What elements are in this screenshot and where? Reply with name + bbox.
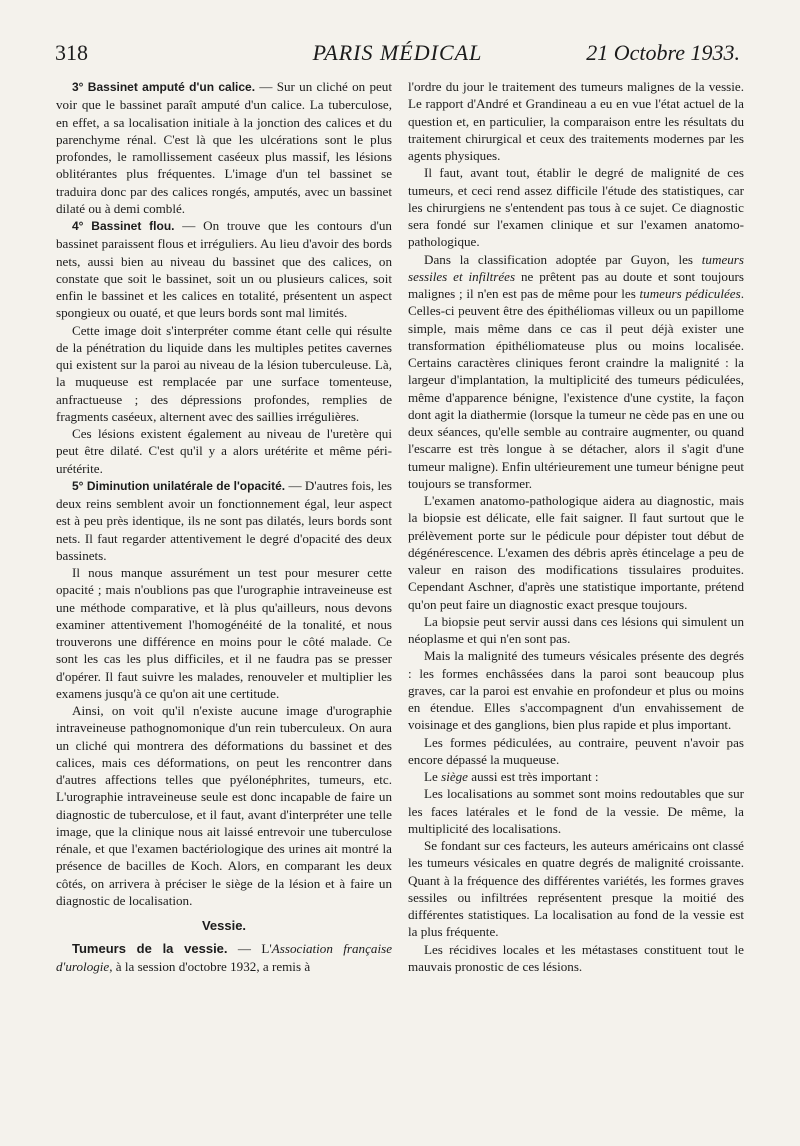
subsection-label: 5° Diminution unilatérale de l'opacité. [72,478,286,493]
paragraph-bassinet-flou: 4° Bassinet flou. — On trouve que les contours d'un bassinet paraissent flous et irréguliers. Au lieu d'avoir des bords nets, aussi bien au niveau du bassinet que des calices, on constate que soit le bassinet, soit un ou plusieurs calices, soit enfin le bassinet et les calices en totalité, présentent un aspect spongieux ou ouaté, et que leurs bords sont mal limités. [56,218,392,321]
paragraph: L'examen anatomo-pathologique aidera au diagnostic, mais la biopsie est délicate, elle fait saigner. Il faut surtout que le prélèvement porte sur le pédicule pour dépister tout début de dégénérescence. L'examen des débris après étincelage a peu de valeur en raison des modifications tissulaires produites. Cependant Aschner, d'après une statistique importante, prétend qu'on peut faire un diagnostic exact presque toujours. [408,493,744,612]
subsection-label: 4° Bassinet flou. [72,219,175,233]
paragraph: Cette image doit s'interpréter comme étant celle qui résulte de la pénétration du liquide dans les multiples petites cavernes qui existent sur la paroi au niveau de la lésion tuberculeuse. Là, la muqueuse est remplacée par une surface tomenteuse, anfractueuse ; des dépressions profondes, remplies de fragments caséeux, alternent avec des saillies irrégulières. [56,322,392,424]
paragraph-siege: Le siège aussi est très important : [424,769,599,784]
left-column [56,78,392,975]
issue-date: 21 Octobre 1933. [586,40,740,65]
paragraph-diminution-opacite: 5° Diminution unilatérale de l'opacité. — D'autres fois, les deux reins semblent avoir un fonctionnement égal, leur aspect est à peu près identique, ils ne sont pas dilatés, leurs bords sont nets. Il faut regarder attentivement le degré d'opacité des deux bassinets. [56,477,392,563]
run-in-heading: Tumeurs de la vessie. [72,941,228,957]
right-column [408,78,744,975]
paragraph-tumeurs-vessie: Tumeurs de la vessie. — L'Association française d'urologie, à la session d'octobre 1932, a remis à [56,941,393,974]
paragraph: Il faut, avant tout, établir le degré de malignité de ces tumeurs, et ceci rend assez difficile l'étude des statistiques, car les chirurgiens ne s'entendent pas tous à ce sujet. Ce diagnostic sera fondé sur l'examen clinique et sur l'examen anatomo-pathologique. [408,165,744,250]
running-header [55,40,740,74]
paragraph: Les localisations au sommet sont moins redoutables que sur les faces latérales et le fond de la vessie. De même, la multiplicité des localisations. [408,786,744,836]
journal-title: PARIS MÉDICAL [312,40,483,65]
paragraph: Ces lésions existent également au niveau de l'uretère qui peut être dilaté. C'est qu'il y a alors urétérite et même péri-urétérite. [56,426,392,476]
paragraph: La biopsie peut servir aussi dans ces lésions qui simulent un néoplasme et qui n'en sont pas. [408,613,744,646]
page-number: 318 [55,40,88,65]
section-title-vessie: Vessie. [201,918,247,933]
paragraph: Il nous manque assurément un test pour mesurer cette opacité ; mais n'oublions pas que l'urographie intraveineuse est une méthode comparative, et là plus qu'ailleurs, nous devons examiner attentivement l'homogénéité de la tonalité, et nous trouverons une différence en moins pour le côté malade. Ce sont les cas les plus difficiles, et il ne faudra pas se presser d'opérer. Il faut suivre les malades, renouveler et multiplier les examens jusqu'à ce qu'on ait une certitude. [56,565,392,701]
paragraph-classification: Dans la classification adoptée par Guyon, les tumeurs sessiles et infiltrées ne prêtent pas au doute et sont toujours malignes ; il n'en est pas de même pour les tumeurs pédiculées. Celles-ci peuvent être des épithéliomas villeux ou un papillome simple, mais même dans ce cas il peut déjà exister une transformation épithéliomateuse plus ou moins localisée. Certains caractères cliniques feront craindre la malignité : la largeur d'implantation, la multiplicité des tumeurs pédiculées, même d'apparence bénigne, l'existence d'une cystite, la façon dont agit la diathermie (lorsque la tumeur ne cède pas en une ou deux séances, qu'elle semble au contraire augmenter, ou quand l'escarre est très longue à se détacher, alors il s'agit d'une tumeur maligne). Enfin ultérieurement une tumeur bénigne peut toujours se transformer. [408,251,744,491]
paragraph-bassinet-ampute: 3° Bassinet amputé d'un calice. — Sur un cliché on peut voir que le bassinet paraît amputé d'un calice. La tuberculose, en effet, a sa localisation initiale à la jonction des calices et du parenchyme rénal. C'est là que les ulcérations sont le plus profondes, le ramollissement caséeux plus massif, les lésions oblitérantes plus fréquentes. L'image d'un tel bassinet se traduira donc par des calices rongés, amputés, avec un bassinet dilaté ou à demi comblé. [56,79,392,216]
paragraph: Les formes pédiculées, au contraire, peuvent n'avoir pas encore dépassé la muqueuse. [408,734,744,767]
paragraph-continued: l'ordre du jour le traitement des tumeurs malignes de la vessie. Le rapport d'André et Grandineau a eu en vue l'état actuel de la question et, en particulier, la comparaison entre les résultats du traitement chirurgical et ceux des traitements modernes par les agents physiques. [408,79,744,163]
paragraph: Ainsi, on voit qu'il n'existe aucune image d'urographie intraveineuse pathognomonique d'un rein tuberculeux. On aura un cliché qui montrera des déformations du bassinet et des calices, mais ces déformations, on peut les rencontrer dans d'autres affections telles que pyélonéphrites, tumeurs, etc. L'urographie intraveineuse seule est donc incapable de faire un diagnostic de tuberculose, et il faut, avant d'interpréter une telle image, que la clinique nous ait laissé entrevoir une tuberculose rénale, et que l'examen bactériologique des urines ait montré la présence de bacilles de Koch. Alors, en comparant les deux côtés, on arrivera à préciser le siège de la lésion et à faire un diagnostic de localisation. [56,703,392,908]
paragraph: Se fondant sur ces facteurs, les auteurs américains ont classé les tumeurs vésicales en quatre degrés de malignité croissante. Quant à la fréquence des différentes variétés, les formes graves sessiles ou infiltrées représentent presque la moitié des différentes statistiques. La localisation au fond de la vessie est la plus fréquente. [408,838,744,940]
paragraph: Les récidives locales et les métastases constituent tout le mauvais pronostic de ces lésions. [408,941,744,974]
subsection-label: 3° Bassinet amputé d'un calice. [72,80,256,94]
paragraph: Mais la malignité des tumeurs vésicales présente des degrés : les formes enchâssées dans la paroi sont beaucoup plus graves, car la paroi est envahie en profondeur et plus ou moins en étendue. Elles s'accompagnent d'un envahissement de voisinage et des ganglions, bien plus rapide et plus important. [408,648,744,733]
